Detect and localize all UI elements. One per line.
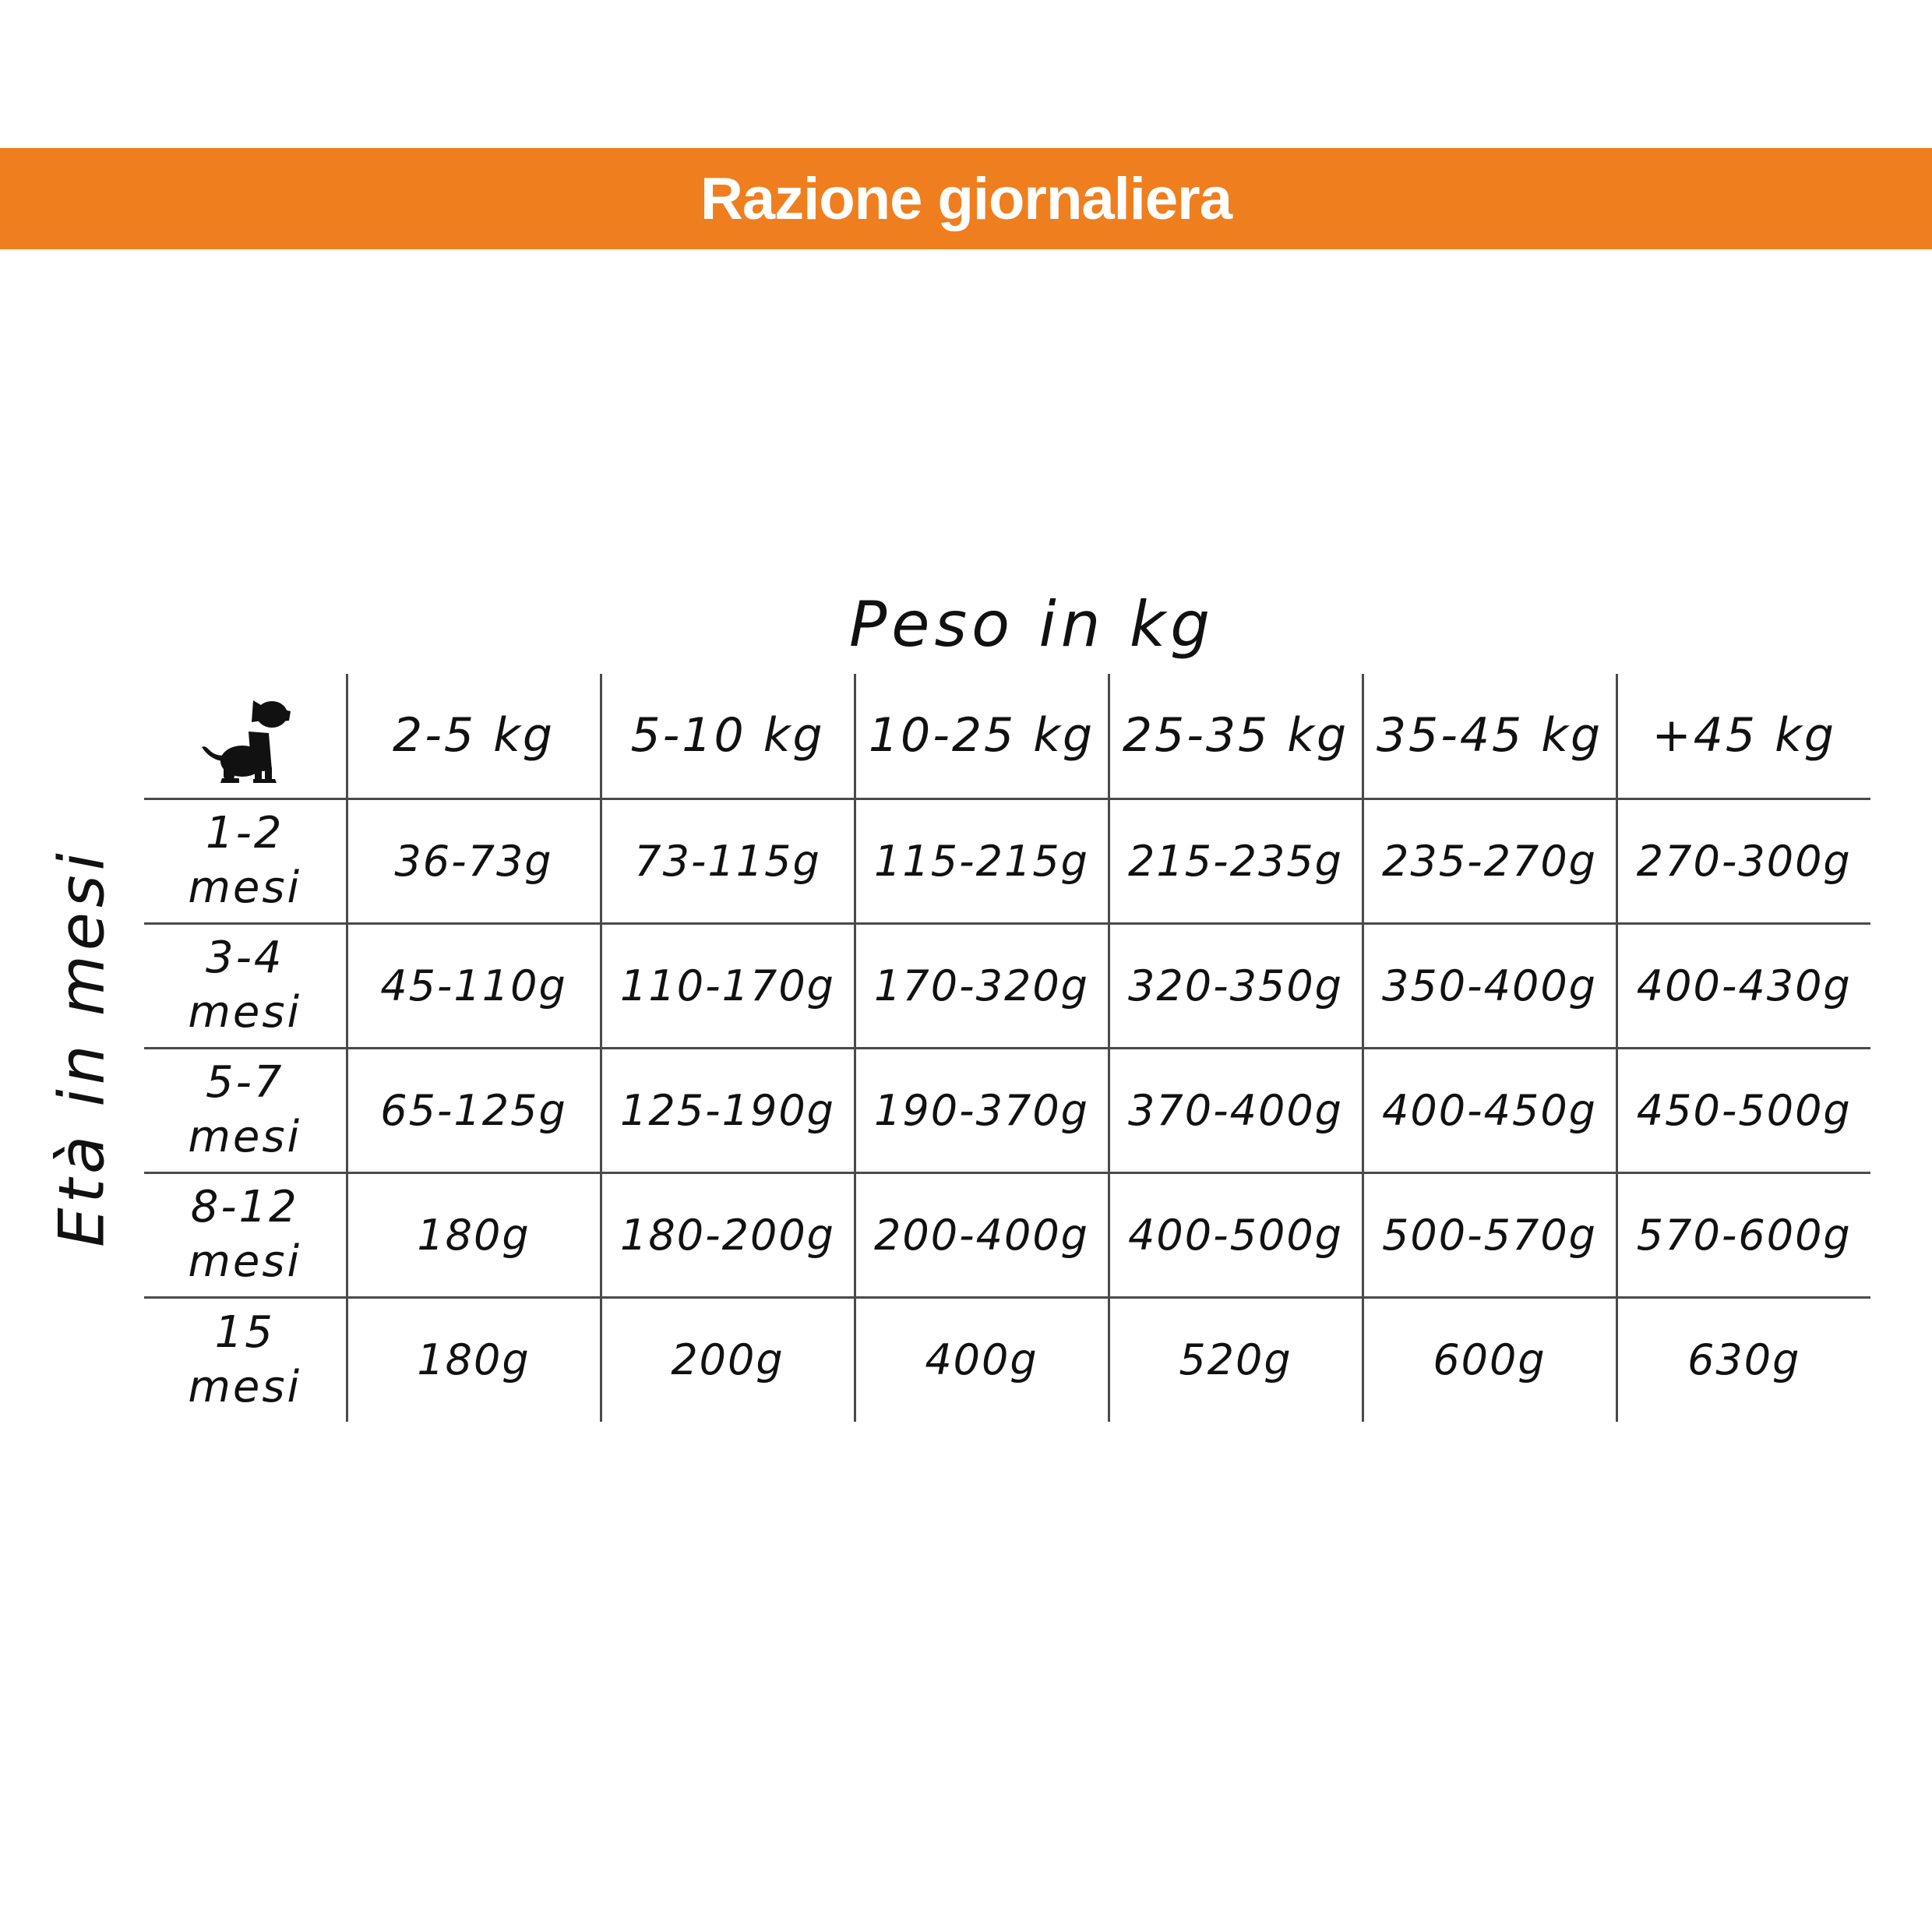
table-row	[144, 799, 1870, 923]
ration-cell: 215-235g	[1109, 799, 1363, 923]
ration-cell: 235-270g	[1363, 799, 1616, 923]
ration-cell: 520g	[1109, 1297, 1363, 1422]
age-value: 1-2	[206, 808, 284, 858]
ration-cell: 125-190g	[601, 1048, 855, 1172]
ration-cell: 36-73g	[347, 799, 601, 923]
age-unit: mesi	[188, 1112, 302, 1162]
ration-cell: 190-370g	[855, 1048, 1109, 1172]
ration-cell: 200g	[601, 1297, 855, 1422]
age-unit: mesi	[188, 1361, 302, 1412]
age-row-header	[144, 923, 347, 1048]
age-value: 3-4	[206, 933, 284, 983]
ration-cell: 65-125g	[347, 1048, 601, 1172]
ration-table	[144, 674, 1870, 1422]
age-value: 15	[214, 1306, 275, 1358]
table-row	[144, 1048, 1870, 1172]
ration-cell: 400g	[855, 1297, 1109, 1422]
ration-cell: 200-400g	[855, 1172, 1109, 1297]
ration-cell: 350-400g	[1363, 923, 1616, 1048]
banner-title: Razione giornaliera	[700, 165, 1232, 232]
ration-cell: 320-350g	[1109, 923, 1363, 1048]
dog-icon	[144, 685, 346, 786]
header-row	[144, 674, 1870, 799]
ration-cell: 115-215g	[855, 799, 1109, 923]
ration-cell: 570-600g	[1616, 1172, 1870, 1297]
ration-cell: 500-570g	[1363, 1172, 1616, 1297]
age-value: 8-12	[190, 1182, 299, 1232]
corner-cell	[144, 674, 347, 799]
ration-cell: 73-115g	[601, 799, 855, 923]
column-axis-title: Peso in kg	[849, 588, 1215, 661]
table-row	[144, 1172, 1870, 1297]
age-row-header	[144, 1297, 347, 1422]
weight-column-header: 35-45 kg	[1363, 674, 1616, 799]
age-row-header	[144, 799, 347, 923]
age-unit: mesi	[188, 1236, 302, 1287]
age-unit: mesi	[188, 862, 302, 913]
ration-cell: 180g	[347, 1172, 601, 1297]
ration-cell: 370-400g	[1109, 1048, 1363, 1172]
table-row	[144, 1297, 1870, 1422]
ration-cell: 400-500g	[1109, 1172, 1363, 1297]
table-row	[144, 923, 1870, 1048]
age-row-header	[144, 1172, 347, 1297]
ration-cell: 400-450g	[1363, 1048, 1616, 1172]
ration-cell: 270-300g	[1616, 799, 1870, 923]
ration-cell: 45-110g	[347, 923, 601, 1048]
ration-cell: 400-430g	[1616, 923, 1870, 1048]
weight-column-header: 5-10 kg	[601, 674, 855, 799]
ration-cell: 170-320g	[855, 923, 1109, 1048]
age-row-header	[144, 1048, 347, 1172]
weight-column-header: 10-25 kg	[855, 674, 1109, 799]
weight-column-header: 25-35 kg	[1109, 674, 1363, 799]
age-unit: mesi	[188, 987, 302, 1038]
age-value: 5-7	[206, 1057, 284, 1108]
header-banner	[0, 148, 1932, 249]
ration-cell: 630g	[1616, 1297, 1870, 1422]
ration-cell: 180-200g	[601, 1172, 855, 1297]
weight-column-header: +45 kg	[1616, 674, 1870, 799]
ration-cell: 600g	[1363, 1297, 1616, 1422]
weight-column-header: 2-5 kg	[347, 674, 601, 799]
row-axis-title: Età in mesi	[45, 848, 118, 1247]
ration-cell: 450-500g	[1616, 1048, 1870, 1172]
ration-cell: 180g	[347, 1297, 601, 1422]
ration-cell: 110-170g	[601, 923, 855, 1048]
